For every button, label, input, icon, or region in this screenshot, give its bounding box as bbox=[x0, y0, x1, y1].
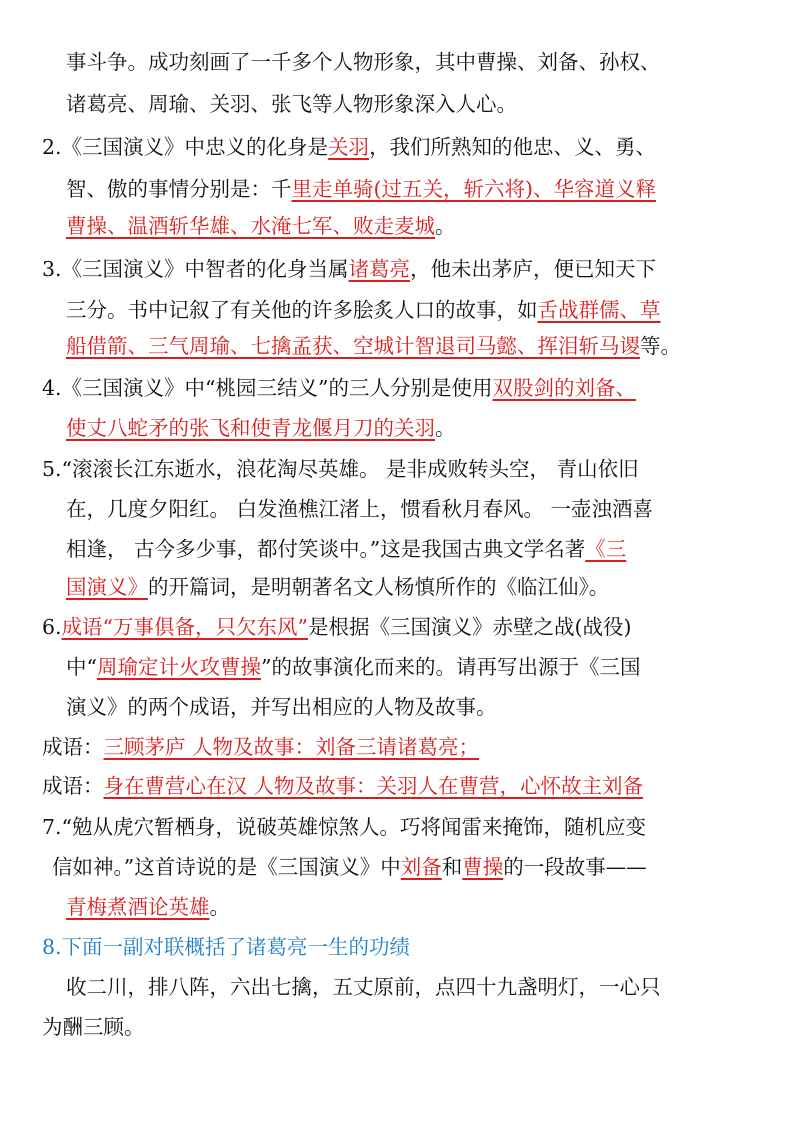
answer-text: 舌战群儒、草 bbox=[537, 298, 661, 322]
body-text: 中“ bbox=[66, 655, 97, 679]
body-text: 。 bbox=[435, 214, 456, 238]
text-line bbox=[66, 296, 661, 324]
body-text: 成语： bbox=[42, 735, 104, 759]
question-8-heading bbox=[42, 933, 410, 961]
body-text: 为酬三顾。 bbox=[42, 1015, 145, 1039]
answer-text: 曹操 bbox=[462, 855, 504, 879]
body-text: 收二川，排八阵，六出七擒，五丈原前，点四十九盏明灯，一心只 bbox=[66, 975, 661, 999]
idiom-answer-line bbox=[42, 772, 643, 800]
answer-text: 关羽 bbox=[328, 135, 370, 159]
text-line bbox=[66, 48, 661, 76]
body-text: ”的故事演化而来的。请再写出源于《三国 bbox=[260, 655, 641, 679]
body-text: 。 bbox=[435, 416, 456, 440]
question-5-line bbox=[42, 455, 639, 483]
answer-text: 曹操、温酒斩华雄、水淹七军、败走麦城 bbox=[66, 214, 435, 238]
answer-text: 诸葛亮 bbox=[348, 257, 411, 281]
answer-text: 国演义》 bbox=[66, 575, 148, 599]
body-text: 信如神。”这首诗说的是《三国演义》中 bbox=[52, 855, 401, 879]
answer-text: 双股剑的刘备、 bbox=[492, 376, 637, 400]
text-line bbox=[66, 495, 653, 523]
body-text: 诸葛亮、周瑜、关羽、张飞等人物形象深入人心。 bbox=[66, 92, 517, 116]
answer-text: 船借箭、三气周瑜、七擒孟获、空城计智退司马懿、挥泪斩马谡 bbox=[66, 334, 640, 358]
answer-text: 里走单骑(过五关，斩六将)、华容道义释 bbox=[291, 177, 656, 201]
answer-text: 《三 bbox=[585, 537, 627, 561]
question-3-line bbox=[42, 255, 656, 283]
question-7-line bbox=[42, 813, 646, 841]
text-line bbox=[42, 1013, 145, 1041]
text-line bbox=[66, 414, 456, 442]
heading-text: 8.下面一副对联概括了诸葛亮一生的功绩 bbox=[42, 935, 411, 959]
text-line bbox=[52, 853, 647, 881]
question-4-line bbox=[42, 374, 636, 402]
answer-text: 三顾茅庐 人物及故事：刘备三请诸葛亮； bbox=[103, 735, 480, 759]
text-line bbox=[66, 212, 456, 240]
body-text: 7.“勉从虎穴暂栖身，说破英雄惊煞人。巧将闻雷来掩饰，随机应变 bbox=[42, 815, 647, 839]
body-text: 的一段故事—— bbox=[503, 855, 647, 879]
body-text: 事斗争。成功刻画了一千多个人物形象，其中曹操、刘备、孙权、 bbox=[66, 50, 661, 74]
body-text: ，我们所熟知的他忠、义、勇、 bbox=[369, 135, 657, 159]
body-text: 6. bbox=[42, 615, 62, 639]
body-text: 和 bbox=[441, 855, 463, 879]
body-text: 在，几度夕阳红。 白发渔樵江渚上，惯看秋月春风。 一壶浊酒喜 bbox=[66, 497, 654, 521]
question-6-line bbox=[42, 613, 632, 641]
text-line bbox=[66, 973, 661, 1001]
text-line bbox=[66, 535, 626, 563]
answer-text: 使丈八蛇矛的张飞和使青龙偃月刀的关羽 bbox=[66, 416, 435, 440]
answer-text: 青梅煮酒论英雄 bbox=[66, 895, 210, 919]
text-line bbox=[66, 175, 656, 203]
body-text: 是根据《三国演义》赤壁之战(战役) bbox=[308, 615, 632, 639]
body-text: 2.《三国演义》中忠义的化身是 bbox=[42, 135, 329, 159]
body-text: 三分。书中记叙了有关他的许多脍炙人口的故事，如 bbox=[66, 298, 538, 322]
text-line bbox=[66, 573, 609, 601]
body-text: 等。 bbox=[640, 334, 681, 358]
body-text: 的开篇词，是明朝著名文人杨慎所作的《临江仙》。 bbox=[148, 575, 610, 599]
body-text: 智、傲的事情分别是：千 bbox=[66, 177, 292, 201]
body-text: 3.《三国演义》中智者的化身当属 bbox=[42, 257, 349, 281]
answer-text: 成语“万事俱备，只欠东风” bbox=[61, 615, 309, 639]
body-text: 成语： bbox=[42, 774, 104, 798]
text-line bbox=[66, 653, 640, 681]
text-line bbox=[66, 332, 681, 360]
text-line bbox=[66, 90, 517, 118]
body-text: 。 bbox=[209, 895, 230, 919]
answer-text: 身在曹营心在汉 人物及故事：关羽人在曹营，心怀故主刘备 bbox=[103, 774, 644, 798]
body-text: 演义》的两个成语，并写出相应的人物及故事。 bbox=[66, 695, 497, 719]
body-text: ，他未出茅庐，便已知天下 bbox=[410, 257, 657, 281]
answer-text: 刘备 bbox=[400, 855, 442, 879]
text-line bbox=[66, 693, 497, 721]
answer-text: 周瑜定计火攻曹操 bbox=[96, 655, 261, 679]
question-2-line bbox=[42, 133, 656, 161]
text-line bbox=[66, 893, 230, 921]
body-text: 5.“滚滚长江东逝水，浪花淘尽英雄。 是非成败转头空， 青山依旧 bbox=[42, 457, 639, 481]
idiom-answer-line bbox=[42, 733, 479, 761]
body-text: 相逢， 古今多少事，都付笑谈中。”这是我国古典文学名著 bbox=[66, 537, 586, 561]
body-text: 4.《三国演义》中“桃园三结义”的三人分别是使用 bbox=[42, 376, 493, 400]
